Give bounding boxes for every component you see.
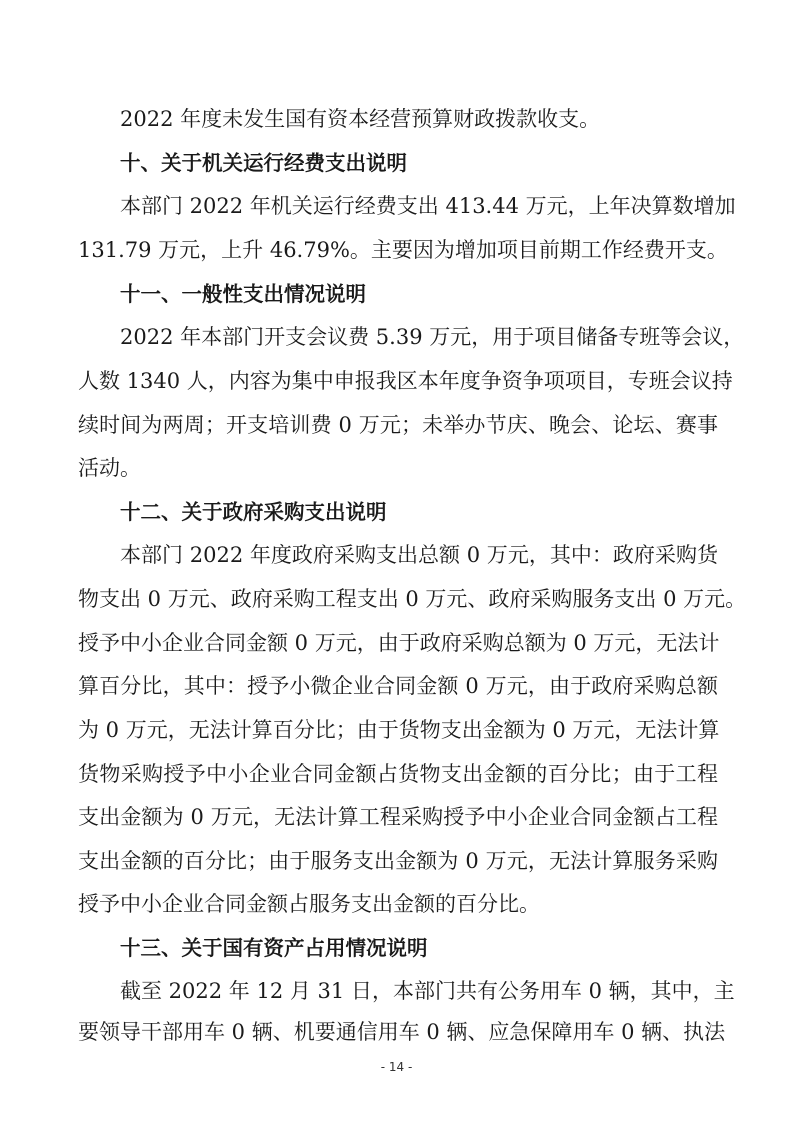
paragraph-line: 活动。 bbox=[78, 456, 141, 480]
paragraph-line: 授予中小企业合同金额占服务支出金额的百分比。 bbox=[78, 892, 540, 916]
section-heading-general-expenses: 十一、一般性支出情况说明 bbox=[120, 282, 366, 306]
paragraph-line: 2022 年本部门开支会议费 5.39 万元，用于项目储备专班等会议， bbox=[120, 325, 745, 349]
paragraph-line: 人数 1340 人，内容为集中申报我区本年度争资争项项目，专班会议持 bbox=[78, 369, 733, 393]
paragraph-line: 131.79 万元，上升 46.79%。主要因为增加项目前期工作经费开支。 bbox=[78, 238, 728, 262]
paragraph-line: 支出金额为 0 万元，无法计算工程采购授予中小企业合同金额占工程 bbox=[78, 805, 718, 829]
paragraph-line: 物支出 0 万元、政府采购工程支出 0 万元、政府采购服务支出 0 万元。 bbox=[78, 587, 747, 611]
paragraph-line: 货物采购授予中小企业合同金额占货物支出金额的百分比；由于工程 bbox=[78, 762, 718, 786]
paragraph-line: 截至 2022 年 12 月 31 日，本部门共有公务用车 0 辆，其中，主 bbox=[120, 979, 735, 1003]
paragraph-line: 要领导干部用车 0 辆、机要通信用车 0 辆、应急保障用车 0 辆、执法 bbox=[78, 1020, 726, 1044]
intro-paragraph: 2022 年度未发生国有资本经营预算财政拨款收支。 bbox=[120, 107, 601, 131]
section-heading-state-assets: 十三、关于国有资产占用情况说明 bbox=[120, 936, 428, 960]
section-heading-government-procurement: 十二、关于政府采购支出说明 bbox=[120, 500, 387, 524]
paragraph-line: 续时间为两周；开支培训费 0 万元；未举办节庆、晚会、论坛、赛事 bbox=[78, 413, 718, 437]
paragraph-line: 支出金额的百分比；由于服务支出金额为 0 万元，无法计算服务采购 bbox=[78, 849, 718, 873]
paragraph-line: 本部门 2022 年度政府采购支出总额 0 万元，其中：政府采购货 bbox=[120, 543, 718, 567]
section-heading-operating-expenses: 十、关于机关运行经费支出说明 bbox=[120, 151, 407, 175]
page-number: - 14 - bbox=[380, 1060, 413, 1074]
paragraph-line: 为 0 万元，无法计算百分比；由于货物支出金额为 0 万元，无法计算 bbox=[78, 718, 720, 742]
paragraph-line: 本部门 2022 年机关运行经费支出 413.44 万元，上年决算数增加 bbox=[120, 194, 736, 218]
paragraph-line: 授予中小企业合同金额 0 万元，由于政府采购总额为 0 万元，无法计 bbox=[78, 631, 720, 655]
paragraph-line: 算百分比，其中：授予小微企业合同金额 0 万元，由于政府采购总额 bbox=[78, 674, 718, 698]
